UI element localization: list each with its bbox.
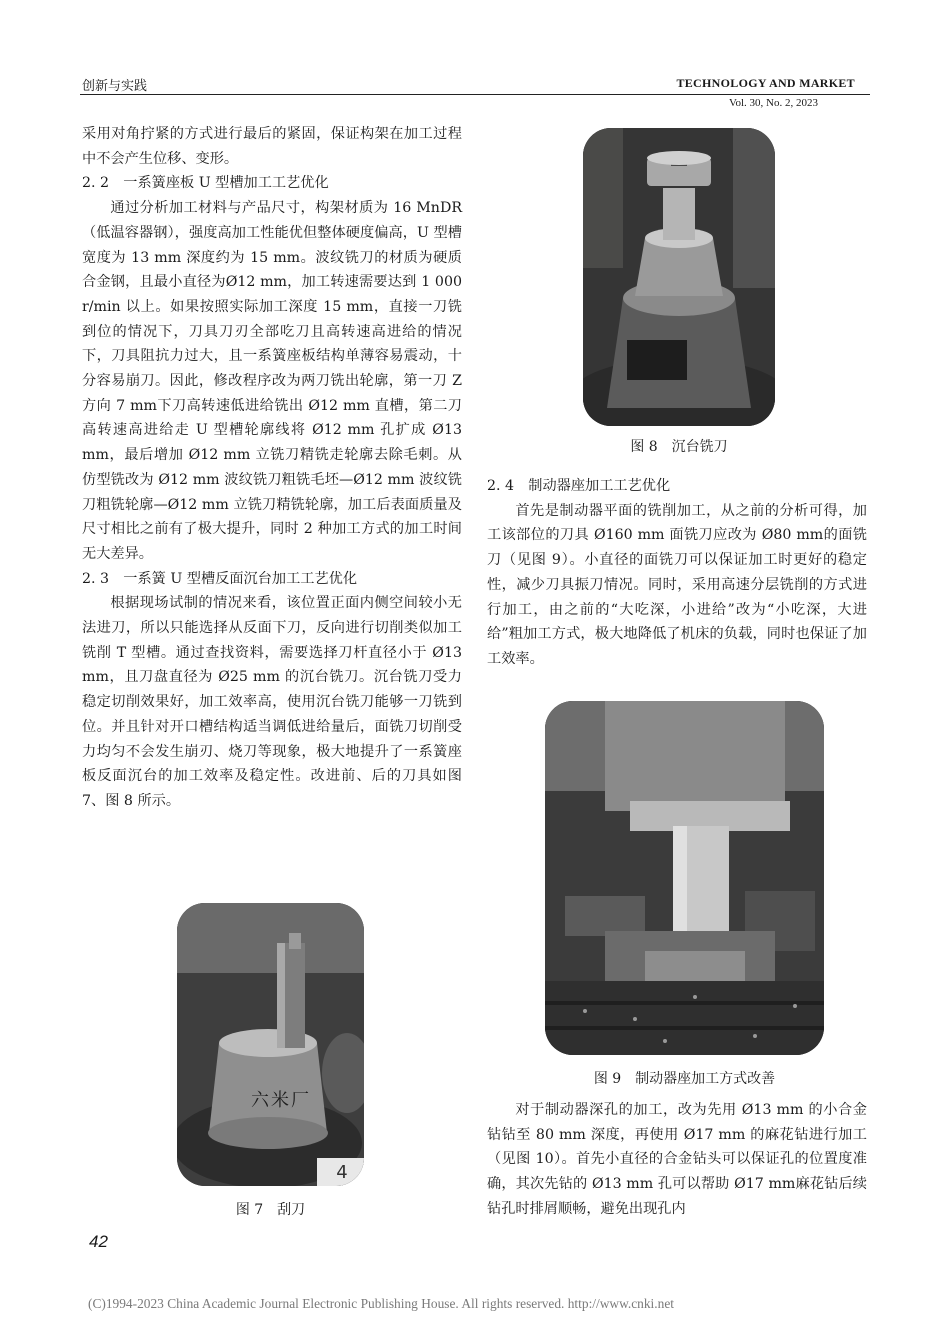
section-2-2-body: 通过分析加工材料与产品尺寸，构架材质为 16 MnDR（低温容器钢），强度高加工性能优但整体硬度偏高，U 型槽宽度为 13 mm 深度约为 15 mm。波纹铣刀的材质为硬质合金钢，且最小直径为Ø12 mm，加工转速需要达到 1 000 r/min 以上。如果按照实际加工深度 15 mm，直接一刀铣到位的情况下，刀具刀刃全部吃刀且高转速高进给的情况下，刀具阻抗力过大，且一系簧座板结构单薄容易震动，十分容易崩刀。因此，修改程序改为两刀铣出轮廓，第一刀 Z 方向 7 mm下刀高转速低进给铣出 Ø12 mm 直槽，第二刀高转速高进给走 U 型槽轮廓线将 Ø12 mm 孔扩成 Ø13 mm，最后增加 Ø12 mm 立铣刀精铣走轮廓去除毛刺。从仿型铣改为 Ø12 mm 波纹铣刀粗铣毛坯—Ø12 mm 波纹铣刀粗铣轮廓—Ø12 mm 立铣刀精铣轮廓，加工后表面质量及尺寸相比之前有了极大提升，同时 2 种加工方式的加工时间无大差异。 bbox=[82, 200, 462, 562]
figure-8-caption: 图 8 沉台铣刀 bbox=[630, 439, 728, 455]
figure-7-image bbox=[177, 903, 364, 1186]
journal-section-title: 创新与实践 bbox=[82, 79, 148, 94]
right-column bbox=[487, 474, 867, 672]
figure-9-caption: 图 9 制动器座加工方式改善 bbox=[593, 1071, 776, 1087]
journal-name: TECHNOLOGY AND MARKET bbox=[676, 76, 855, 90]
section-2-4-heading: 2. 4 制动器座加工工艺优化 bbox=[487, 478, 671, 494]
deep-hole-paragraph: 对于制动器深孔的加工，改为先用 Ø13 mm 的小合金钻钻至 80 mm 深度，再使用 Ø17 mm 的麻花钻进行加工（见图 10）。首先小直径的合金钻头可以保证孔的位置度准确，其次先钻的 Ø13 mm 孔可以帮助 Ø17 mm麻花钻后续钻孔时排屑顺畅，避免出现孔内 bbox=[487, 1102, 867, 1217]
copyright-footer: (C)1994-2023 China Academic Journal Electronic Publishing House. All rights reserved. http://www.cnki.net bbox=[88, 1296, 674, 1311]
journal-volume: Vol. 30, No. 2, 2023 bbox=[728, 97, 818, 109]
handwritten-label: 六米厂 bbox=[251, 1090, 311, 1111]
figure-9-image bbox=[545, 701, 824, 1055]
page-number: 42 bbox=[89, 1232, 108, 1251]
figure-8-image bbox=[583, 128, 775, 426]
section-2-3-body: 根据现场试制的情况来看，该位置正面内侧空间较小无法进刀，所以只能选择从反面下刀，反向进行切削类似加工铣削 T 型槽。通过查找资料，需要选择刀杆直径小于 Ø13 mm，且刀盘直径为 Ø25 mm 的沉台铣刀。沉台铣刀受力稳定切削效果好，加工效率高，使用沉台铣刀能够一刀铣到位。并且针对开口槽结构适当调低进给量后，面铣刀切削受力均匀不会发生崩刃、烧刀等现象，极大地提升了一系簧座板反面沉台的加工效率及稳定性。改进前、后的刀具如图 7、图 8 所示。 bbox=[82, 595, 462, 809]
milling-cutter-photo bbox=[583, 128, 775, 426]
right-column-bottom bbox=[487, 1098, 867, 1222]
section-2-4-body: 首先是制动器平面的铣削加工，从之前的分析可得，加工该部位的刀具 Ø160 mm 面铣刀应改为 Ø80 mm的面铣刀（见图 9）。小直径的面铣刀可以保证加工时更好的稳定性，减少刀具振刀情况。同时，采用高速分层铣削的方式进行加工，由之前的“大吃深，小进给”改为“小吃深，大进给”粗加工方式，极大地降低了机床的负载，同时也保证了加工效率。 bbox=[487, 502, 867, 667]
section-2-2-heading: 2. 2 一系簧座板 U 型槽加工工艺优化 bbox=[82, 175, 329, 192]
svg-text:4: 4 bbox=[336, 1162, 348, 1183]
paragraph-continuation: 采用对角拧紧的方式进行最后的紧固，保证构架在加工过程中不会产生位移、变形。 bbox=[82, 126, 462, 167]
scraper-photo bbox=[177, 903, 364, 1186]
figure-7-caption: 图 7 刮刀 bbox=[235, 1202, 306, 1218]
left-column bbox=[82, 122, 462, 814]
header-rule bbox=[80, 94, 870, 95]
section-2-3-heading: 2. 3 一系簧 U 型槽反面沉台加工工艺优化 bbox=[82, 570, 358, 587]
machining-photo bbox=[545, 701, 824, 1055]
